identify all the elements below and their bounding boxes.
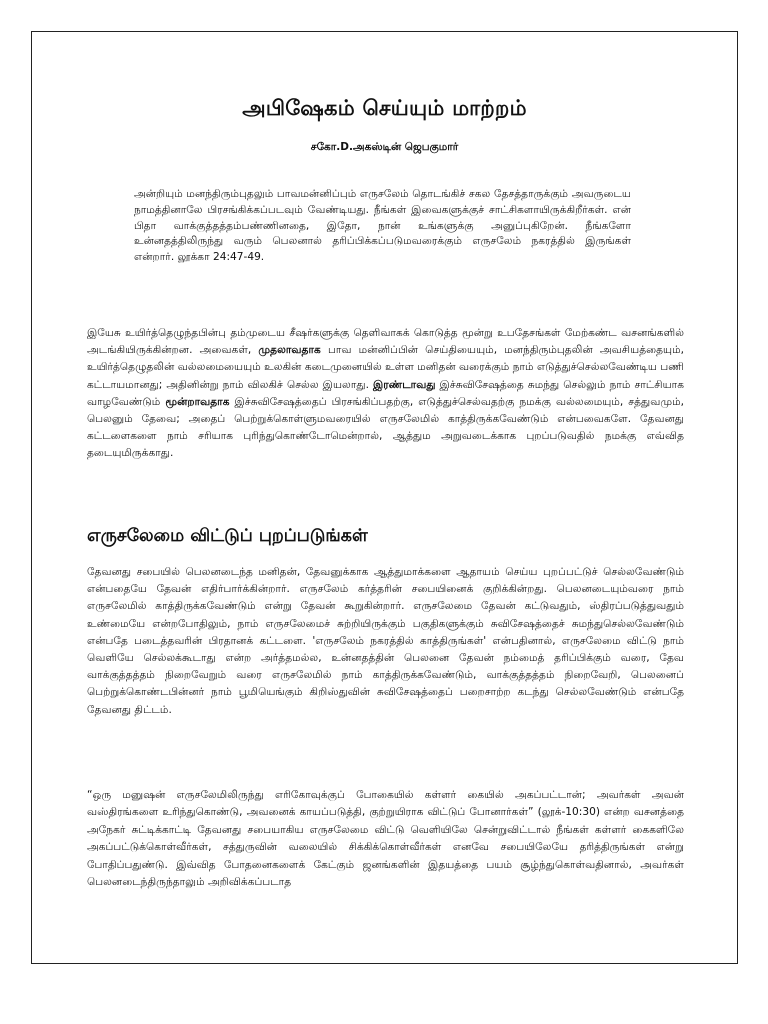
paragraph-body: தேவனது சபையில் பெலனடைந்த மனிதன், தேவனுக்காக ஆத்துமாக்களை ஆதாயம் செய்ய புறப்பட்டுச் செல்லவேண்டும் என்பதையே தேவன் எதிர்பார்க்கின்றார். எருசலேம் கர்த்தரின் சபையினைக் குறிக்கின்றது. பெலனடையும்வரை நாம் எருசலேமில் காத்திருக்கவேண்டும் என்று தேவன் கூறுகின்றார். எருசலேமை தேவன் கட்டுவதும், ஸ்திரப்படுத்துவதும் உண்மையே என்றபோதிலும், நாம் எருசலேமைச் சுற்றியிருக்கும் பகுதிகளுக்கும் சுவிசேஷத்தைச் சுமந்துசெல்லவேண்டும் என்பதே படைத்தவரின் பிரதானக் கட்டளை. 'எருசலேம் நகரத்தில் காத்திருங்கள்' என்பதினால், எருசலேமை விட்டு நாம் வெளியே செல்லக்கூடாது என்ற அர்த்தமல்ல, உன்னதத்தின் பெலனை தேவன் நம்மைத் தரிப்பிக்கும் வரை, தேவ வாக்குத்தத்தம் நிறைவேறும் வரை எருசலேமில் நாம் காத்திருக்கவேண்டும், வாக்குத்தத்தம் நிறைவேறி, பெலனைப் பெற்றுக்கொண்டபின்னர் நாம் பூமியெங்கும் கிறிஸ்துவின் சுவிசேஷத்தைப் பறைசாற்ற கடந்து செல்லவேண்டும் என்பதே தேவனது திட்டம். xyxy=(87,566,684,716)
paragraph-intro-text-c: பாவ மன்னிப்பின் செய்தியையும், மனந்திரும்புதலின் அவசியத்தையும், உயிர்த்தெழுதலின் வல்லமையையும் உலகின் கடைமுனையில் உள்ள மனிதன் வரைக்கும் நாம் எடுத்துச்செல்லவேண்டிய பணி கட்டாயமானது; அதினின்று நாம் விலகிச் செல்ல இயலாது. xyxy=(87,344,684,391)
document-title: அபிஷேகம் செய்யும் மாற்றம் xyxy=(242,96,527,120)
paragraph-body-2: “ஒரு மனுஷன் எருசலேமிலிருந்து எரிகோவுக்குப் போகையில் கள்ளர் கையில் அகப்பட்டான்; அவர்கள் அவன் வஸ்திரங்களை உரிந்துகொண்டு, அவனைக் காயப்படுத்தி, குற்றுயிராக விட்டுப் போனார்கள்” (லூக்-10:30) என்ற வசனத்தை அநேகர் சுட்டிக்காட்டி தேவனது சபையாகிய எருசலேமை விட்டு வெளியிலே சென்றுவிட்டால் நீங்கள் கள்ளர் கைகளிலே அகப்பட்டுக்கொள்வீர்கள், சத்துருவின் வலையில் சிக்கிக்கொள்வீர்கள் எனவே சபையிலேயே தரித்திருங்கள் என்று போதிப்பதுண்டு. இவ்வித போதனைகளைக் கேட்கும் ஜனங்களின் இதயத்தை பயம் சூழ்ந்துகொள்வதினால், அவர்கள் பெலனடைந்திருந்தாலும் அறிவிக்கப்படாத xyxy=(87,789,684,889)
scripture-quote: அன்றியும் மனந்திரும்புதலும் பாவமன்னிப்பும் எருசலேம் தொடங்கிச் சகல தேசத்தாருக்கும் அவருடைய நாமத்தினாலே பிரசங்கிக்கப்படவும் வேண்டியது. நீங்கள் இவைகளுக்குச் சாட்சிகளாயிருக்கிறீர்கள். என் பிதா வாக்குத்தத்தம்பண்ணினதை, இதோ, நான் உங்களுக்கு அனுப்புகிறேன். நீங்களோ உன்னதத்திலிருந்து வரும் பெலனால் தரிப்பிக்கப்படுமவரைக்கும் எருசலேம் நகரத்தில் இருங்கள் என்றார். லூக்கா 24:47-49. xyxy=(134,188,631,264)
emphasis-third: மூன்றாவதாக xyxy=(165,395,230,408)
emphasis-second: இரண்டாவது xyxy=(372,378,436,391)
paragraph-intro-text-a: இயேசு உயிர்த்தெழுந்தபின்பு தம்முடைய சீஷர்களுக்கு தெளிவாகக் கொடுத்த மூன்று உபதேசங்கள் மேற்கண்ட வசனங்களில் அடங்கியிருக்கின்றன. அவைகள், xyxy=(87,327,684,357)
section-heading: எருசலேமை விட்டுப் புறப்படுங்கள் xyxy=(87,526,368,546)
paragraph-intro-text-e: இச்சுவிசேஷத்தைப் பிரசங்கிப்பதற்கு, எடுத்துச்செல்வதற்கு நமக்கு வல்லமையும், சத்துவமும், பெலனும் தேவை; அதைப் பெற்றுக்கொள்ளுமவரையில் எருசலேமில் காத்திருக்கவேண்டும் என்பவைகளே. தேவனது கட்டளைகளை நாம் சரியாக புரிந்துகொண்டோமென்றால், ஆத்தும அறுவடைக்காக புறப்படுவதில் நமக்கு எவ்வித தடையுமிருக்காது. xyxy=(87,395,685,460)
emphasis-first: முதலாவதாக xyxy=(258,344,321,357)
paragraph-intro xyxy=(87,325,684,463)
paragraph-intro-text-d: இச்சுவிசேஷத்தை சுமந்து செல்லும் நாம் சாட்சியாக வாழவேண்டும் xyxy=(87,378,684,408)
author-byline: சகோ.D.அகஸ்டின் ஜெபகுமார் xyxy=(310,141,459,153)
document-page xyxy=(31,31,738,964)
